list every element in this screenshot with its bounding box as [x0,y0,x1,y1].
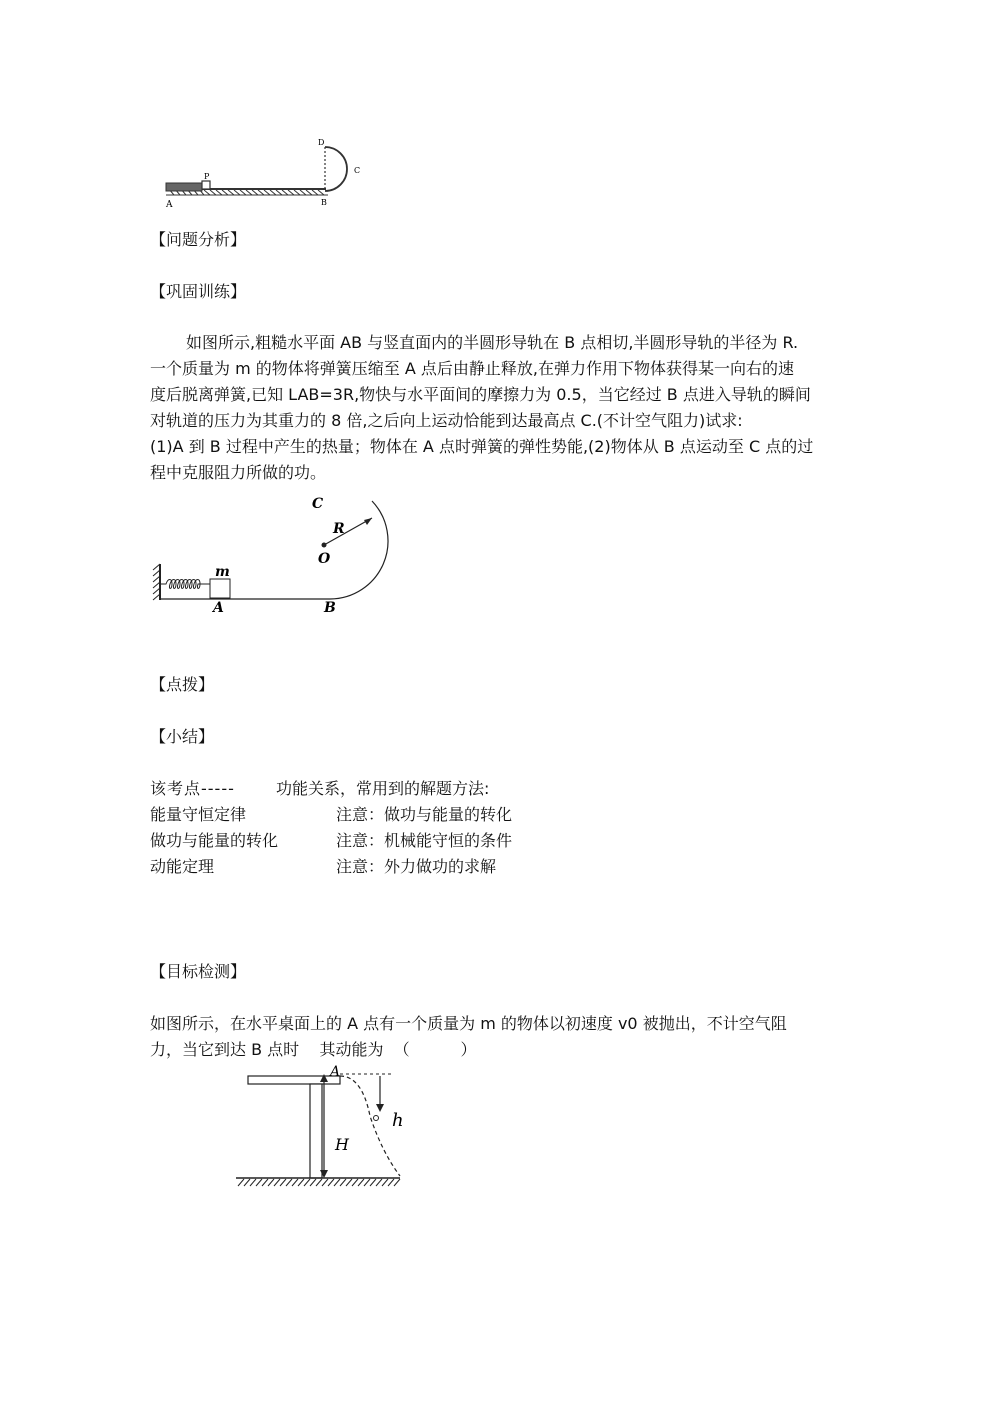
problem1-line-1: 如图所示,粗糙水平面 AB 与竖直面内的半圆形导轨在 B 点相切,半圆形导轨的半径为 R. [186,333,799,352]
figure-spring-semicircle [150,488,400,618]
ground-hatch [238,1179,400,1186]
fig2-label-c: C [312,496,324,512]
table-leg [310,1084,322,1178]
summary-method-1: 能量守恒定律 [150,805,247,824]
problem1-line-4: 对轨道的压力为其重力的 8 倍,之后向上运动恰能到达最高点 C.(不计空气阻力)试求: [150,411,743,430]
radius-line [324,518,372,545]
fig2-label-a: A [213,600,224,616]
heading-problem-analysis: 【问题分析】 [150,230,247,249]
problem1-line-5: (1)A 到 B 过程中产生的热量；物体在 A 点时弹簧的弹性势能,(2)物体从 B 点运动至 C 点的过 [150,437,814,456]
radius-arrow [364,518,372,525]
trajectory [340,1076,400,1176]
heading-summary: 【小结】 [150,727,215,746]
summary-intro-b: 功能关系，常用到的解题方法: [276,779,490,798]
problem2-text [150,1011,850,1063]
spring [166,183,202,191]
problem2-line-2: 力，当它到达 B 点时 其动能为 （ ） [150,1040,477,1059]
problem1-line-6: 程中克服阻力所做的功。 [150,463,327,482]
fig2-label-o: O [318,551,331,567]
figure-table-projectile [230,1062,430,1192]
figure-track-semicircle [158,133,380,213]
object-p [202,181,210,189]
summary-note-2: 注意：机械能守恒的条件 [336,831,513,850]
block-m [210,579,230,598]
problem1-text [150,330,850,486]
heading-consolidation: 【巩固训练】 [150,282,247,301]
problem2-line-1: 如图所示，在水平桌面上的 A 点有一个质量为 m 的物体以初速度 v0 被抛出，不计空气阻 [150,1014,787,1033]
fig2-label-b: B [324,600,336,616]
fig3-label-a: A [330,1064,341,1080]
height-small-h-arrow [376,1104,384,1112]
fig1-label-b: B [321,198,327,207]
wall-hatch [153,564,160,600]
point-b [374,1116,379,1121]
center-o [322,543,327,548]
fig2-label-r: R [333,521,345,537]
fig1-label-a: A [166,200,173,210]
fig1-label-d: D [318,138,325,147]
semicircle-track [330,501,388,599]
fig3-label-small-h: h [392,1110,404,1131]
fig2-label-m: m [215,564,230,580]
fig3-label-big-h: H [335,1135,349,1154]
fig1-label-c: C [354,166,361,175]
summary-note-1: 注意：做功与能量的转化 [336,805,513,824]
fig1-label-p: P [204,172,210,181]
spring [160,580,210,589]
problem1-line-3: 度后脱离弹簧,已知 LAB=3R,物快与水平面间的摩擦力为 0.5，当它经过 B 点进入导轨的瞬间 [150,385,811,404]
heading-target: 【目标检测】 [150,962,247,981]
heading-hint: 【点拨】 [150,675,215,694]
problem1-line-2: 一个质量为 m 的物体将弹簧压缩至 A 点后由静止释放,在弹力作用下物体获得某一向右的速 [150,359,794,378]
summary-method-2: 做功与能量的转化 [150,831,279,850]
semicircle-track [325,147,347,191]
summary-method-3: 动能定理 [150,857,215,876]
summary-intro-a: 该考点----- [150,779,235,798]
summary-note-3: 注意：外力做功的求解 [336,857,497,876]
